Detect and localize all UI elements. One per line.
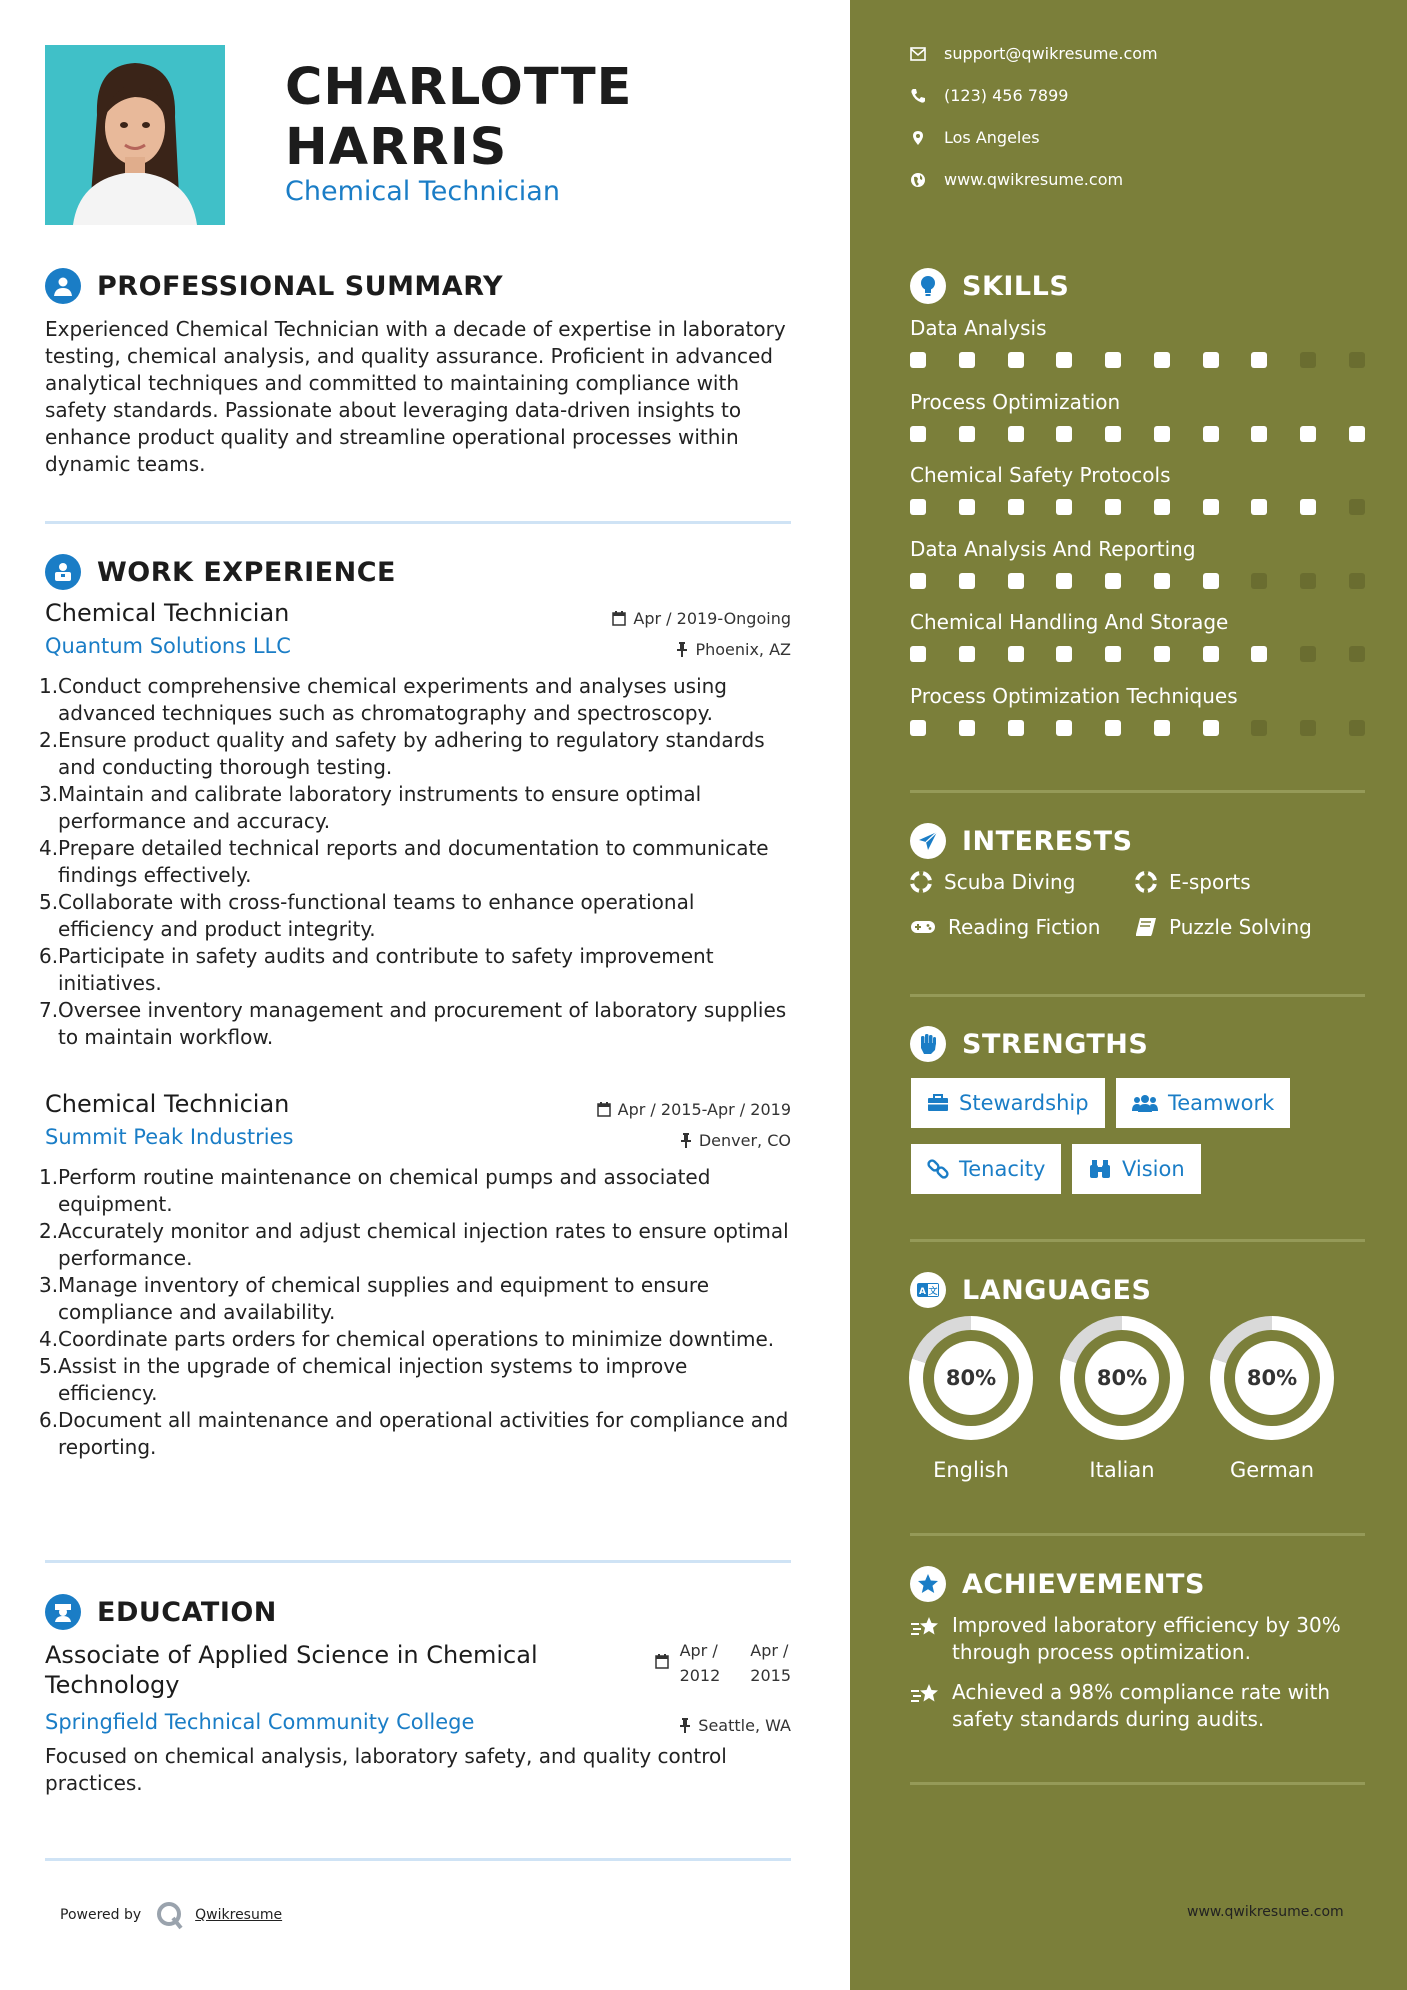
duty-text: Coordinate parts orders for chemical operations to minimize downtime.: [58, 1327, 775, 1351]
skill-dot-filled: [959, 573, 975, 589]
skill-dot-filled: [1203, 720, 1219, 736]
skill-dot-filled: [910, 646, 926, 662]
interest-2-label: E-sports: [1169, 870, 1251, 894]
language-icon: [910, 1272, 946, 1308]
interest-puzzle-solving: [1135, 915, 1312, 939]
language-english: [909, 1316, 1033, 1482]
duty-text: Manage inventory of chemical supplies and equipment to ensure compliance and availability.: [58, 1273, 710, 1324]
skill-dot-filled: [1056, 646, 1072, 662]
language-2-ring: [1060, 1316, 1184, 1440]
duty-item: [39, 943, 791, 997]
skill-dot-filled: [1105, 352, 1121, 368]
duty-number: 6.: [39, 944, 59, 968]
skill-dot-filled: [959, 646, 975, 662]
strength-vision: [1072, 1144, 1201, 1194]
duty-item: [39, 835, 791, 889]
contact-website-text: www.qwikresume.com: [944, 170, 1124, 189]
skill-item: [910, 684, 1365, 736]
duty-number: 3.: [39, 782, 59, 806]
duty-number: 1.: [39, 674, 59, 698]
graduate-icon: [45, 1594, 81, 1630]
duty-text: Accurately monitor and adjust chemical injection rates to ensure optimal performance.: [58, 1219, 789, 1270]
strengths-heading: [910, 1026, 1148, 1062]
skill-dot-filled: [1056, 352, 1072, 368]
duty-item: [39, 1164, 791, 1218]
svg-text:A: A: [919, 1287, 926, 1297]
link-icon: [927, 1158, 949, 1180]
skill-dot-filled: [1008, 352, 1024, 368]
strength-stewardship: [911, 1078, 1105, 1128]
skill-dot-filled: [1154, 352, 1170, 368]
paper-plane-icon: [910, 823, 946, 859]
summary-heading: [45, 268, 503, 304]
skill-dot-empty: [1349, 720, 1365, 736]
gamepad-icon: [910, 919, 936, 935]
skill-dot-filled: [1203, 352, 1219, 368]
job-2-location-text: Denver, CO: [698, 1131, 791, 1150]
star-badge-icon: [910, 1566, 946, 1602]
duty-item: [39, 1407, 791, 1461]
duty-text: Collaborate with cross-functional teams to enhance operational efficiency and product integrity.: [58, 890, 695, 941]
duty-number: 5.: [39, 890, 59, 914]
strengths-title: STRENGTHS: [962, 1028, 1149, 1060]
job-1-company: Quantum Solutions LLC: [45, 634, 291, 658]
skill-dot-filled: [1203, 646, 1219, 662]
skill-dot-filled: [1203, 573, 1219, 589]
powered-by-label: Powered by: [60, 1907, 142, 1923]
skill-dot-filled: [910, 499, 926, 515]
shooting-star-icon: [910, 1683, 940, 1705]
duty-text: Oversee inventory management and procurement of laboratory supplies to maintain workflow.: [58, 998, 787, 1049]
strength-teamwork: [1116, 1078, 1290, 1128]
skill-dot-filled: [1154, 646, 1170, 662]
name-line1: CHARLOTTE: [285, 58, 633, 117]
briefcase-user-icon: [45, 554, 81, 590]
skill-dot-empty: [1251, 573, 1267, 589]
language-german: [1210, 1316, 1334, 1482]
skill-dot-filled: [959, 720, 975, 736]
achievement-1: [910, 1612, 1365, 1666]
pushpin-icon: [676, 642, 688, 657]
skill-item: [910, 316, 1365, 368]
pushpin-icon: [680, 1133, 692, 1148]
contact-email-text: support@qwikresume.com: [944, 44, 1158, 63]
duty-number: 4.: [39, 836, 59, 860]
skill-name: Process Optimization: [910, 389, 1121, 414]
skill-dot-empty: [1349, 352, 1365, 368]
footer-powered-by: [60, 1900, 282, 1930]
degree-line2: Technology: [45, 1671, 180, 1699]
skill-dot-filled: [1008, 573, 1024, 589]
experience-title: WORK EXPERIENCE: [97, 556, 396, 588]
job-2-date-text: Apr / 2015-Apr / 2019: [617, 1100, 791, 1119]
skill-dot-filled: [959, 499, 975, 515]
skill-item: [910, 610, 1365, 662]
skill-dot-empty: [1349, 499, 1365, 515]
education-location: [679, 1716, 791, 1735]
skill-dot-filled: [910, 352, 926, 368]
language-1-name: English: [933, 1458, 1009, 1482]
strength-tenacity: [911, 1144, 1061, 1194]
duty-text: Prepare detailed technical reports and documentation to communicate findings effectively.: [58, 836, 769, 887]
language-italian: [1060, 1316, 1184, 1482]
candidate-name: [285, 58, 632, 178]
job-entry-1: [39, 599, 791, 1051]
experience-heading: [45, 554, 396, 590]
duty-item: [39, 673, 791, 727]
contact-phone-text: (123) 456 7899: [944, 86, 1069, 105]
skill-name: Chemical Handling And Storage: [910, 610, 1229, 634]
edu-start-month: Apr /: [679, 1641, 718, 1660]
book-icon: [1135, 917, 1157, 937]
skill-dot-empty: [1300, 573, 1316, 589]
achievement-2-text: Achieved a 98% compliance rate with safety standards during audits.: [952, 1680, 1331, 1731]
user-circle-icon: [45, 268, 81, 304]
skill-dot-filled: [1154, 573, 1170, 589]
calendar-icon: [597, 1102, 611, 1117]
skill-rating: [910, 499, 1365, 515]
contact-location-text: Los Angeles: [944, 128, 1040, 147]
skill-dot-filled: [959, 352, 975, 368]
skill-dot-filled: [910, 573, 926, 589]
svg-text:文: 文: [928, 1287, 938, 1297]
life-ring-icon: [910, 871, 932, 893]
job-2-title: Chemical Technician: [45, 1090, 290, 1118]
skill-dot-filled: [1300, 426, 1316, 442]
skill-dot-empty: [1251, 720, 1267, 736]
skill-rating: [910, 646, 1365, 662]
duty-text: Conduct comprehensive chemical experiments and analyses using advanced techniques such as chromatography and spectroscopy.: [58, 674, 727, 725]
language-1-ring: [909, 1316, 1033, 1440]
skills-title: SKILLS: [962, 270, 1070, 302]
skill-dot-filled: [1154, 720, 1170, 736]
skill-rating: [910, 426, 1365, 442]
duty-text: Maintain and calibrate laboratory instruments to ensure optimal performance and accuracy.: [58, 782, 702, 833]
job-2-date: [597, 1100, 791, 1119]
skill-dot-filled: [910, 720, 926, 736]
interests-title: INTERESTS: [962, 825, 1133, 857]
person-portrait-icon: [45, 45, 225, 225]
achievement-2: [910, 1679, 1365, 1733]
language-2-name: Italian: [1089, 1458, 1155, 1482]
divider: [45, 521, 791, 524]
skill-dot-filled: [1203, 426, 1219, 442]
edu-start-year: 2012: [679, 1666, 721, 1685]
skill-dot-empty: [1300, 352, 1316, 368]
summary-title: PROFESSIONAL SUMMARY: [97, 270, 504, 302]
interest-scuba-diving: [910, 870, 1075, 894]
duty-item: [39, 1218, 791, 1272]
skill-dot-filled: [1251, 646, 1267, 662]
globe-icon: [910, 172, 926, 188]
strength-3-label: Tenacity: [959, 1157, 1046, 1181]
education-heading: [45, 1594, 277, 1630]
sidebar-divider: [910, 790, 1365, 793]
degree-line1: Associate of Applied Science in Chemical: [45, 1641, 538, 1669]
degree: [45, 1640, 538, 1700]
skill-name: Chemical Safety Protocols: [910, 463, 1171, 487]
interest-e-sports: [1135, 870, 1251, 894]
school-name: Springfield Technical Community College: [45, 1710, 475, 1734]
divider: [45, 1858, 791, 1861]
duty-item: [39, 1353, 791, 1407]
skill-rating: [910, 352, 1365, 368]
duty-text: Document all maintenance and operational activities for compliance and reporting.: [58, 1408, 789, 1459]
skill-dot-filled: [1105, 646, 1121, 662]
job-1-duties: [39, 673, 791, 1051]
strength-1-label: Stewardship: [959, 1091, 1089, 1115]
interest-3-label: Reading Fiction: [948, 915, 1101, 939]
contact-website[interactable]: [910, 170, 1123, 189]
skill-dot-filled: [1251, 499, 1267, 515]
skill-dot-empty: [1300, 646, 1316, 662]
skill-dot-filled: [1105, 499, 1121, 515]
skill-dot-empty: [1300, 720, 1316, 736]
duty-item: [39, 1326, 791, 1353]
job-title: Chemical Technician: [285, 176, 560, 207]
lightbulb-icon: [910, 268, 946, 304]
job-1-date: [612, 609, 791, 628]
interest-1-label: Scuba Diving: [944, 870, 1076, 894]
job-2-company: Summit Peak Industries: [45, 1125, 294, 1149]
strength-2-label: Teamwork: [1168, 1091, 1275, 1115]
skill-dot-filled: [1105, 720, 1121, 736]
skill-dot-filled: [1203, 499, 1219, 515]
contact-location: [910, 128, 1040, 147]
skill-dot-filled: [1349, 426, 1365, 442]
job-1-date-text: Apr / 2019-Ongoing: [633, 609, 791, 628]
duty-text: Ensure product quality and safety by adhering to regulatory standards and conducting thorough testing.: [58, 728, 765, 779]
profile-photo: [45, 45, 225, 225]
phone-icon: [910, 88, 926, 104]
skill-dot-filled: [1008, 426, 1024, 442]
skill-dot-filled: [1008, 499, 1024, 515]
skill-dot-filled: [1154, 426, 1170, 442]
skill-item: [910, 390, 1365, 442]
education-title: EDUCATION: [97, 1596, 277, 1628]
job-2-location: [680, 1131, 791, 1150]
skill-dot-filled: [1056, 720, 1072, 736]
calendar-icon: [612, 611, 626, 626]
name-line2: HARRIS: [285, 118, 508, 177]
skill-dot-filled: [1056, 573, 1072, 589]
job-1-title: Chemical Technician: [45, 599, 290, 627]
duty-number: 7.: [39, 998, 59, 1022]
skill-dot-empty: [1349, 646, 1365, 662]
footer-website[interactable]: www.qwikresume.com: [1187, 1904, 1344, 1920]
binoculars-icon: [1088, 1159, 1112, 1179]
language-3-name: German: [1229, 1458, 1315, 1482]
interest-reading-fiction: [910, 915, 1100, 939]
duty-text: Assist in the upgrade of chemical injection systems to improve efficiency.: [58, 1354, 688, 1405]
duty-number: 2.: [39, 1219, 59, 1243]
job-2-duties: [39, 1164, 791, 1461]
job-1-location-text: Phoenix, AZ: [695, 640, 791, 659]
skill-dot-filled: [1056, 426, 1072, 442]
skill-dot-filled: [1154, 499, 1170, 515]
education-description: Focused on chemical analysis, laboratory safety, and quality control practices.: [45, 1744, 727, 1795]
job-entry-2: [39, 1090, 791, 1461]
interests-heading: [910, 823, 1133, 859]
sidebar-divider: [910, 1533, 1365, 1536]
duty-number: 4.: [39, 1327, 59, 1351]
duty-item: [39, 727, 791, 781]
education-entry: [45, 1640, 791, 1797]
skill-item: [910, 463, 1365, 515]
skill-dot-filled: [1056, 499, 1072, 515]
language-3-ring: [1210, 1316, 1334, 1440]
brand-link[interactable]: Qwikresume: [195, 1907, 283, 1923]
duty-number: 6.: [39, 1408, 59, 1432]
duty-number: 1.: [39, 1165, 59, 1189]
fist-icon: [910, 1026, 946, 1062]
edu-end-year: 2015: [750, 1666, 791, 1685]
life-ring-icon: [1135, 871, 1157, 893]
interest-4-label: Puzzle Solving: [1169, 915, 1312, 939]
skills-heading: [910, 268, 1069, 304]
language-2-percent: 80%: [1085, 1341, 1159, 1415]
envelope-icon: [910, 47, 926, 61]
skill-dot-empty: [1349, 573, 1365, 589]
duty-text: Participate in safety audits and contribute to safety improvement initiatives.: [58, 944, 714, 995]
duty-item: [39, 1272, 791, 1326]
duty-text: Perform routine maintenance on chemical pumps and associated equipment.: [58, 1165, 711, 1216]
education-dates: [655, 1638, 791, 1688]
shooting-star-icon: [910, 1616, 940, 1638]
achievements-heading: [910, 1566, 1205, 1602]
pushpin-icon: [679, 1718, 691, 1733]
language-1-percent: 80%: [934, 1341, 1008, 1415]
users-icon: [1132, 1094, 1158, 1112]
duty-item: [39, 889, 791, 943]
calendar-icon: [655, 1654, 669, 1669]
skill-dot-filled: [1251, 352, 1267, 368]
sidebar-divider: [910, 1239, 1365, 1242]
summary-text: Experienced Chemical Technician with a decade of expertise in laboratory testing, chemical analysis, and quality assurance. Proficient in advanced analytical techniques and committed to maintaining compliance with safety standards. Passionate about leveraging data-driven insights to enhance product quality and streamline operational processes within dynamic teams.: [45, 317, 786, 476]
achievements-title: ACHIEVEMENTS: [962, 1568, 1205, 1600]
duty-number: 5.: [39, 1354, 59, 1378]
duty-item: [39, 781, 791, 835]
language-3-percent: 80%: [1235, 1341, 1309, 1415]
skill-dot-filled: [1300, 499, 1316, 515]
map-marker-icon: [910, 130, 926, 146]
languages-heading: [910, 1272, 1151, 1308]
skill-name: Data Analysis And Reporting: [910, 536, 1196, 561]
skill-dot-filled: [1105, 426, 1121, 442]
skill-name: Data Analysis: [910, 316, 1047, 340]
edu-end-month: Apr /: [750, 1641, 789, 1660]
duty-number: 3.: [39, 1273, 59, 1297]
education-location-text: Seattle, WA: [698, 1716, 791, 1735]
skill-dot-filled: [910, 426, 926, 442]
job-1-location: [676, 640, 791, 659]
skill-dot-filled: [1105, 573, 1121, 589]
qwikresume-logo-icon: [155, 1900, 185, 1930]
sidebar-divider: [910, 1782, 1365, 1785]
skill-rating: [910, 720, 1365, 736]
divider: [45, 1560, 791, 1563]
skill-name: Process Optimization Techniques: [910, 683, 1238, 708]
skill-rating: [910, 573, 1365, 589]
strength-4-label: Vision: [1122, 1157, 1185, 1181]
contact-phone[interactable]: [910, 86, 1068, 105]
achievement-1-text: Improved laboratory efficiency by 30% through process optimization.: [952, 1613, 1341, 1664]
sidebar-divider: [910, 994, 1365, 997]
skill-dot-filled: [1251, 426, 1267, 442]
duty-item: [39, 997, 791, 1051]
skill-dot-filled: [1008, 646, 1024, 662]
skill-dot-filled: [959, 426, 975, 442]
contact-email[interactable]: [910, 44, 1158, 63]
duty-number: 2.: [39, 728, 59, 752]
languages-title: LANGUAGES: [962, 1274, 1152, 1306]
skill-item: [910, 537, 1365, 589]
skill-dot-filled: [1008, 720, 1024, 736]
briefcase-icon: [927, 1094, 949, 1112]
